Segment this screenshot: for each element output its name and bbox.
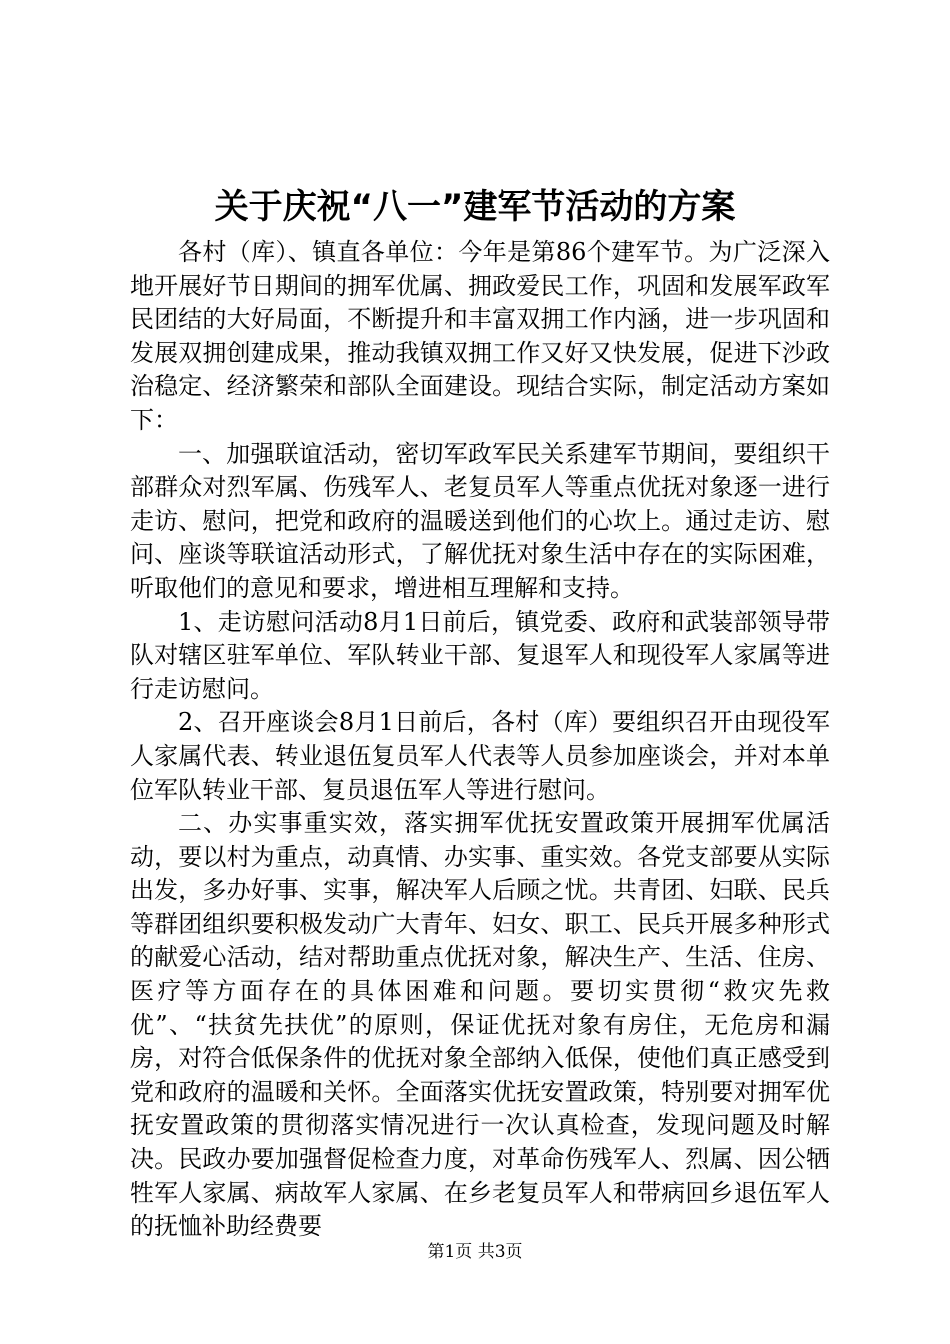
page-footer: 第1页 共3页: [427, 1242, 523, 1262]
paragraph-item-2: 2、召开座谈会8月1日前后，各村（库）要组织召开由现役军人家属代表、转业退伍复员军人代表等人员参加座谈会，并对本单位军队转业干部、复员退伍军人等进行慰问。: [130, 708, 830, 804]
paragraph-section-1: 一、加强联谊活动，密切军政军民关系建军节期间，要组织干部群众对烈军属、伤残军人、老复员军人等重点优抚对象逐一进行走访、慰问，把党和政府的温暖送到他们的心坎上。通过走访、慰问、座谈等联谊活动形式，了解优抚对象生活中存在的实际困难，听取他们的意见和要求，增进相互理解和支持。: [130, 439, 830, 602]
paragraph-item-1: 1、走访慰问活动8月1日前后，镇党委、政府和武装部领导带队对辖区驻军单位、军队转业干部、复退军人和现役军人家属等进行走访慰问。: [130, 607, 830, 703]
document-body: [130, 236, 830, 1244]
document-title: 关于庆祝“八一”建军节活动的方案: [214, 187, 736, 227]
paragraph-intro: 各村（库）、镇直各单位：今年是第86个建军节。为广泛深入地开展好节日期间的拥军优属、拥政爱民工作，巩固和发展军政军民团结的大好局面，不断提升和丰富双拥工作内涵，进一步巩固和发展双拥创建成果，推动我镇双拥工作又好又快发展，促进下沙政治稳定、经济繁荣和部队全面建设。现结合实际，制定活动方案如下：: [130, 238, 830, 434]
paragraph-section-2: 二、办实事重实效，落实拥军优抚安置政策开展拥军优属活动，要以村为重点，动真情、办实事、重实效。各党支部要从实际出发，多办好事、实事，解决军人后顾之忧。共青团、妇联、民兵等群团组织要积极发动广大青年、妇女、职工、民兵开展多种形式的献爱心活动，结对帮助重点优抚对象，解决生产、生活、住房、医疗等方面存在的具体困难和问题。要切实贯彻“救灾先救优”、“扶贫先扶优”的原则，保证优抚对象有房住，无危房和漏房，对符合低保条件的优抚对象全部纳入低保，使他们真正感受到党和政府的温暖和关怀。全面落实优抚安置政策，特别要对拥军优抚安置政策的贯彻落实情况进行一次认真检查，发现问题及时解决。民政办要加强督促检查力度，对革命伤残军人、烈属、因公牺牲军人家属、病故军人家属、在乡老复员军人和带病回乡退伍军人的抚恤补助经费要: [130, 809, 830, 1241]
